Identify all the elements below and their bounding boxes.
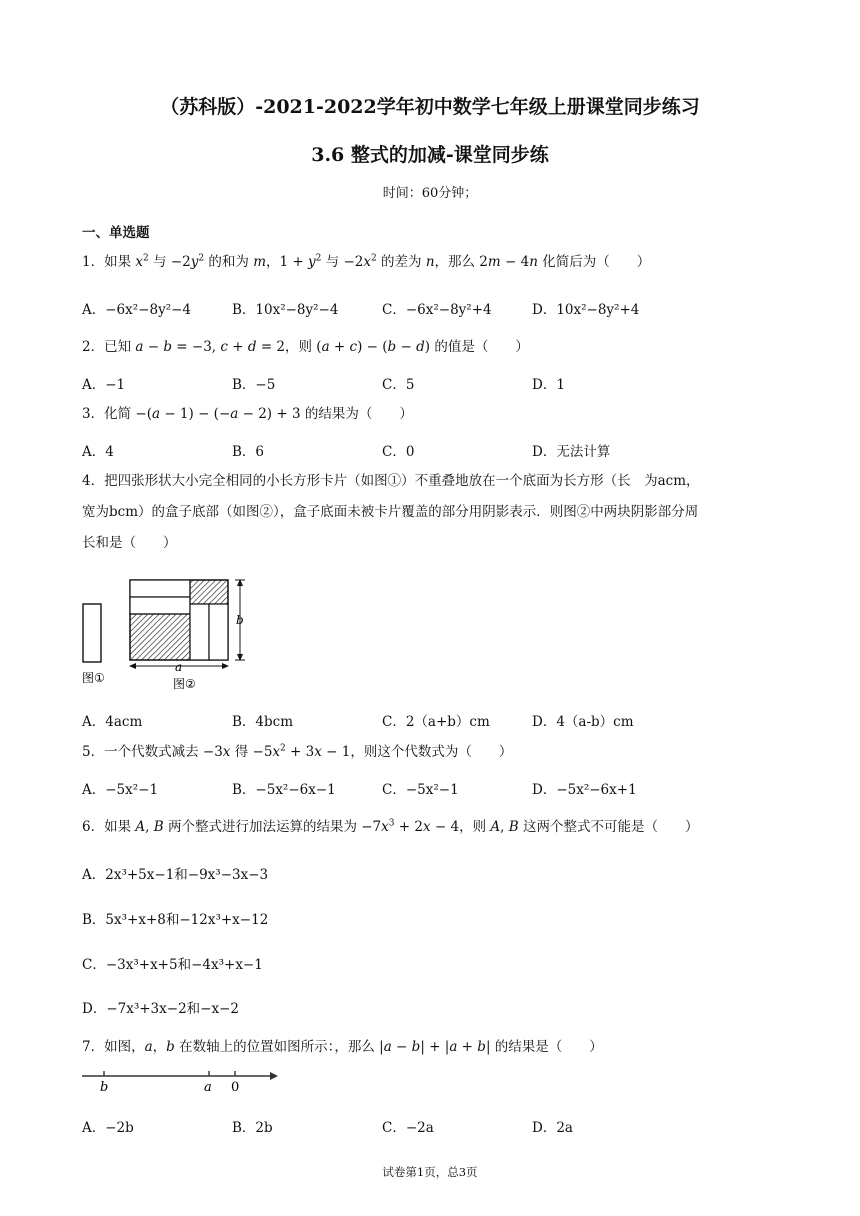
question-5 [82,737,782,768]
question-text: 已知 a − b = −3, c + d = 2，则 (a + c) − (b − d) 的值是（ ） [104,339,529,355]
question-number: 1． [82,254,105,270]
q5-option-d[interactable]: D．−5x²−6x+1 [532,782,637,798]
question-number: 5． [82,744,105,760]
q7-option-b[interactable]: B．2b [232,1120,273,1136]
q7-option-a[interactable]: A．−2b [82,1120,134,1136]
question-text: 如果 A, B 两个整式进行加法运算的结果为 $-7x^3 + 2x - 4$，则 A, B 这两个整式不可能是（ ） [104,818,699,835]
document-title-line1: （苏科版）-2021-2022学年初中数学七年级上册课堂同步练习 [160,96,700,118]
fig1-label: 图① [82,671,105,685]
q5-option-a[interactable]: A．−5x²−1 [82,782,159,798]
q3-option-c[interactable]: C．0 [382,444,415,460]
q1-option-b[interactable]: B．10x²−8y²−4 [232,302,339,318]
question-2 [82,332,782,363]
question-text: 如图，a，b 在数轴上的位置如图所示：，那么 |a − b| + |a + b| 的结果是（ ） [104,1039,603,1055]
axis-label-b: b [100,1080,109,1095]
question-number: 7． [82,1039,105,1055]
q1-option-d[interactable]: D．10x²−8y²+4 [532,302,640,318]
q2-option-b[interactable]: B．−5 [232,377,276,393]
page-footer: 试卷第1页，总3页 [382,1165,478,1179]
axis-label-zero: 0 [231,1080,240,1095]
q3-option-b[interactable]: B．6 [232,444,265,460]
q6-option-b[interactable]: B．5x³+x+8和−12x³+x−12 [82,912,269,928]
q6-option-a[interactable]: A．2x³+5x−1和−9x³−3x−3 [82,867,269,883]
q7-option-d[interactable]: D．2a [532,1120,573,1136]
question-text: 一个代数式减去 −3x 得 $-5x^2 + 3x - 1$，则这个代数式为（ ） [104,743,513,760]
q3-option-d[interactable]: D．无法计算 [532,444,611,460]
q2-option-a[interactable]: A．−1 [82,377,126,393]
q4-option-a[interactable]: A．4acm [82,714,143,730]
question-7 [82,1032,782,1063]
question-3 [82,399,782,430]
q4-option-c[interactable]: C．2（a+b）cm [382,714,490,730]
card-rectangle [83,604,101,662]
question-text-line: 长和是（ ） [82,535,177,551]
section-heading: 一、单选题 [82,225,150,241]
box-figure [130,580,228,660]
question-number: 6． [82,819,105,835]
q2-option-c[interactable]: C．5 [382,377,415,393]
q4-option-d[interactable]: D．4（a-b）cm [532,714,634,730]
q6-option-c[interactable]: C．−3x³+x+5和−4x³+x−1 [82,957,263,973]
fig-b-label: b [236,613,244,627]
q2-option-d[interactable]: D．1 [532,377,565,393]
question-1 [82,247,782,278]
fig2-label: 图② [173,677,196,691]
shaded-region [130,614,190,660]
axis-label-a: a [204,1080,212,1095]
q4-figure [80,574,270,694]
q1-option-a[interactable]: A．−6x²−8y²−4 [82,302,192,318]
question-number: 2． [82,339,105,355]
time-limit: 时间：60分钟； [382,186,478,201]
q1-option-c[interactable]: C．−6x²−8y²+4 [382,302,492,318]
q6-option-d[interactable]: D．−7x³+3x−2和−x−2 [82,1001,239,1017]
question-text: 如果 $x^2$ 与 $-2y^2$ 的和为 m，$1 + y^2$ 与 $-2x^2$ 的差为 n，那么 2m − 4n 化简后为（ ） [104,253,651,270]
fig-a-label: a [175,660,183,674]
shaded-region [190,580,228,604]
q5-option-b[interactable]: B．−5x²−6x−1 [232,782,336,798]
q5-option-c[interactable]: C．−5x²−1 [382,782,459,798]
q7-option-c[interactable]: C．−2a [382,1120,434,1136]
question-text: 化简 −(a − 1) − (−a − 2) + 3 的结果为（ ） [104,406,413,422]
number-line [80,1066,290,1098]
document-title-line2: 3.6 整式的加减-课堂同步练 [311,144,549,166]
question-text-line: 宽为bcm）的盒子底部（如图②），盒子底面未被卡片覆盖的部分用阴影表示．则图②中两块阴影部分周 [82,504,699,520]
question-number: 3． [82,406,105,422]
question-4 [82,466,782,559]
q4-option-b[interactable]: B．4bcm [232,714,294,730]
question-number: 4． [82,473,105,489]
question-text-line: 把四张形状大小完全相同的小长方形卡片（如图①）不重叠地放在一个底面为长方形（长 为acm， [104,473,700,489]
q3-option-a[interactable]: A．4 [82,444,114,460]
question-6 [82,812,782,843]
